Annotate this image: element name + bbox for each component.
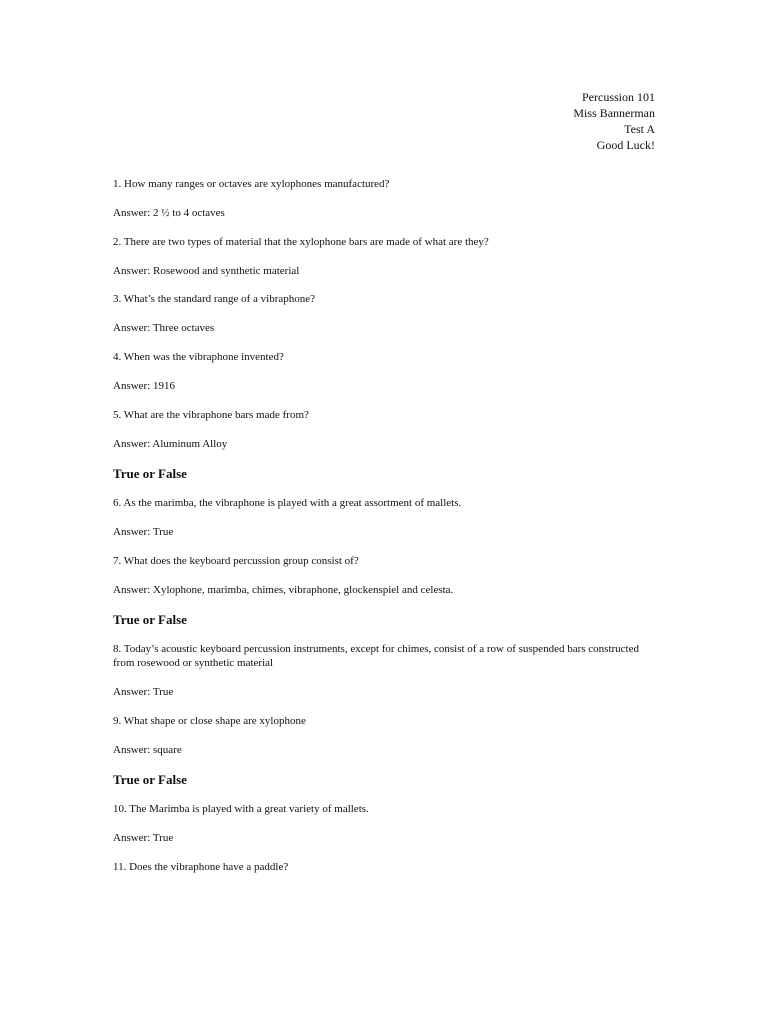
answer-7: Answer: Xylophone, marimba, chimes, vibraphone, glockenspiel and celesta.	[113, 584, 454, 596]
section-heading-true-false-3: True or False	[113, 772, 187, 787]
question-10: 10. The Marimba is played with a great variety of mallets.	[113, 803, 369, 815]
answer-4: Answer: 1916	[113, 380, 176, 392]
answer-3: Answer: Three octaves	[113, 322, 215, 334]
test-body	[113, 177, 658, 874]
teacher-name: Miss Bannerman	[573, 106, 655, 120]
section-heading-true-false-1: True or False	[113, 466, 187, 481]
document-header	[573, 89, 655, 153]
question-8: 8. Today’s acoustic keyboard percussion instruments, except for chimes, consist of a row of suspended bars constructed from rosewood or synthetic material	[113, 643, 639, 669]
question-1: 1. How many ranges or octaves are xylophones manufactured?	[113, 178, 390, 190]
question-4: 4. When was the vibraphone invented?	[113, 351, 284, 363]
answer-8: Answer: True	[113, 686, 174, 698]
answer-1: Answer: 2 ½ to 4 octaves	[113, 207, 225, 219]
question-7: 7. What does the keyboard percussion group consist of?	[113, 555, 359, 567]
answer-10: Answer: True	[113, 832, 174, 844]
question-3: 3. What’s the standard range of a vibraphone?	[113, 293, 316, 305]
answer-5: Answer: Aluminum Alloy	[113, 438, 228, 450]
answer-6: Answer: True	[113, 526, 174, 538]
question-2: 2. There are two types of material that the xylophone bars are made of what are they?	[113, 236, 489, 248]
question-9: 9. What shape or close shape are xylophone	[113, 715, 306, 727]
question-11: 11. Does the vibraphone have a paddle?	[113, 861, 289, 873]
course-title: Percussion 101	[582, 90, 655, 104]
section-heading-true-false-2: True or False	[113, 612, 187, 627]
answer-2: Answer: Rosewood and synthetic material	[113, 265, 300, 277]
answer-9: Answer: square	[113, 744, 182, 756]
question-5: 5. What are the vibraphone bars made from?	[113, 409, 309, 421]
test-name: Test A	[624, 122, 655, 136]
greeting: Good Luck!	[596, 138, 655, 152]
question-6: 6. As the marimba, the vibraphone is played with a great assortment of mallets.	[113, 497, 462, 509]
